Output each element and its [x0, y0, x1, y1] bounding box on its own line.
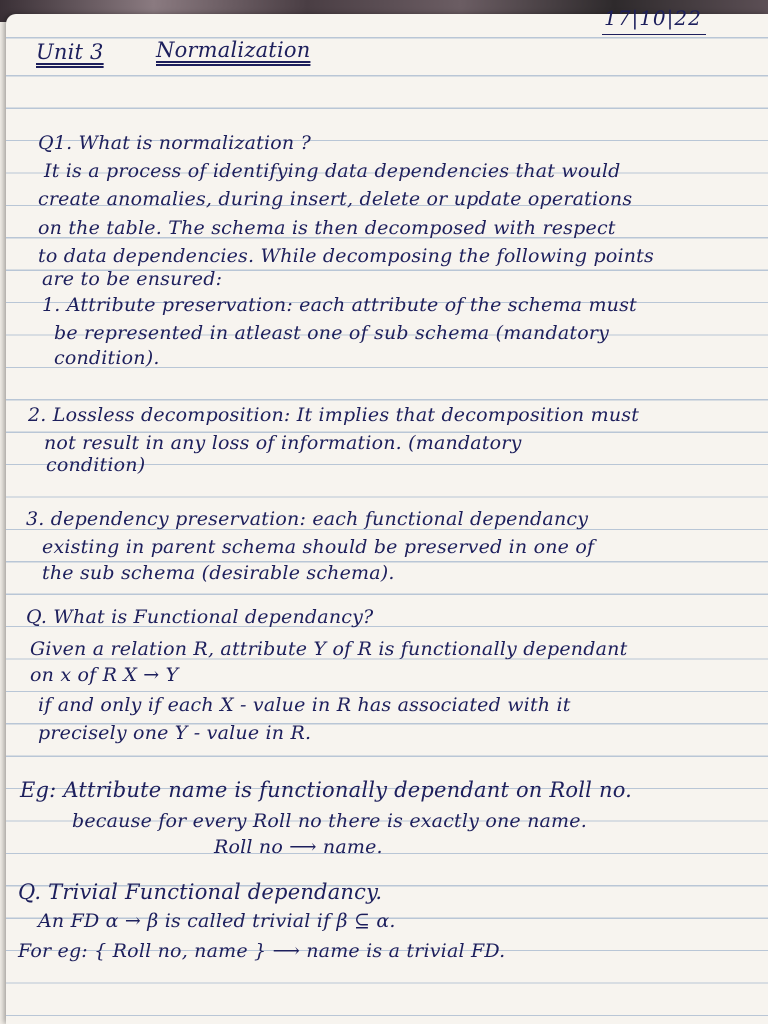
point-2-line-1: 2. Lossless decomposition: It implies that decomposition must — [28, 404, 640, 426]
q1-answer-line-4: to data dependencies. While decomposing the following points — [38, 245, 654, 267]
q2-line-1: Given a relation R, attribute Y of R is functionally dependant — [30, 638, 628, 660]
point-3-line-3: the sub schema (desirable schema). — [42, 562, 395, 584]
point-1-line-1: 1. Attribute preservation: each attribute of the schema must — [42, 294, 637, 316]
notebook-page — [6, 6, 768, 1024]
date-underline — [602, 34, 706, 35]
q2-line-2: on x of R X → Y — [30, 664, 179, 686]
example-line-2: because for every Roll no there is exactly one name. — [72, 810, 587, 832]
q3-line-2: For eg: { Roll no, name } ⟶ name is a trivial FD. — [18, 940, 506, 962]
point-3-line-2: existing in parent schema should be preserved in one of — [42, 536, 595, 558]
q1-answer-line-2: create anomalies, during insert, delete or update operations — [38, 188, 633, 210]
q2-line-3: if and only if each X - value in R has associated with it — [38, 694, 571, 716]
q3-question: Q. Trivial Functional dependancy. — [18, 880, 383, 904]
example-line-1: Eg: Attribute name is functionally dependant on Roll no. — [20, 778, 633, 802]
date-label: 17|10|22 — [604, 6, 702, 30]
point-2-line-3: condition) — [46, 454, 146, 476]
q2-question: Q. What is Functional dependancy? — [26, 606, 374, 628]
example-line-3: Roll no ⟶ name. — [214, 836, 383, 858]
page-title: Normalization — [156, 38, 311, 62]
q2-line-4: precisely one Y - value in R. — [38, 722, 312, 744]
unit-label: Unit 3 — [36, 40, 104, 64]
point-3-line-1: 3. dependency preservation: each functional dependancy — [26, 508, 589, 530]
q1-question: Q1. What is normalization ? — [38, 132, 311, 154]
q1-answer-line-3: on the table. The schema is then decomposed with respect — [38, 217, 616, 239]
q1-answer-line-5: are to be ensured: — [42, 268, 223, 290]
point-2-line-2: not result in any loss of information. (mandatory — [44, 432, 522, 454]
q3-line-1: An FD α → β is called trivial if β ⊆ α. — [38, 910, 396, 932]
point-1-line-2: be represented in atleast one of sub schema (mandatory — [54, 322, 610, 344]
point-1-line-3: condition). — [54, 347, 160, 369]
q1-answer-line-1: It is a process of identifying data dependencies that would — [44, 160, 621, 182]
